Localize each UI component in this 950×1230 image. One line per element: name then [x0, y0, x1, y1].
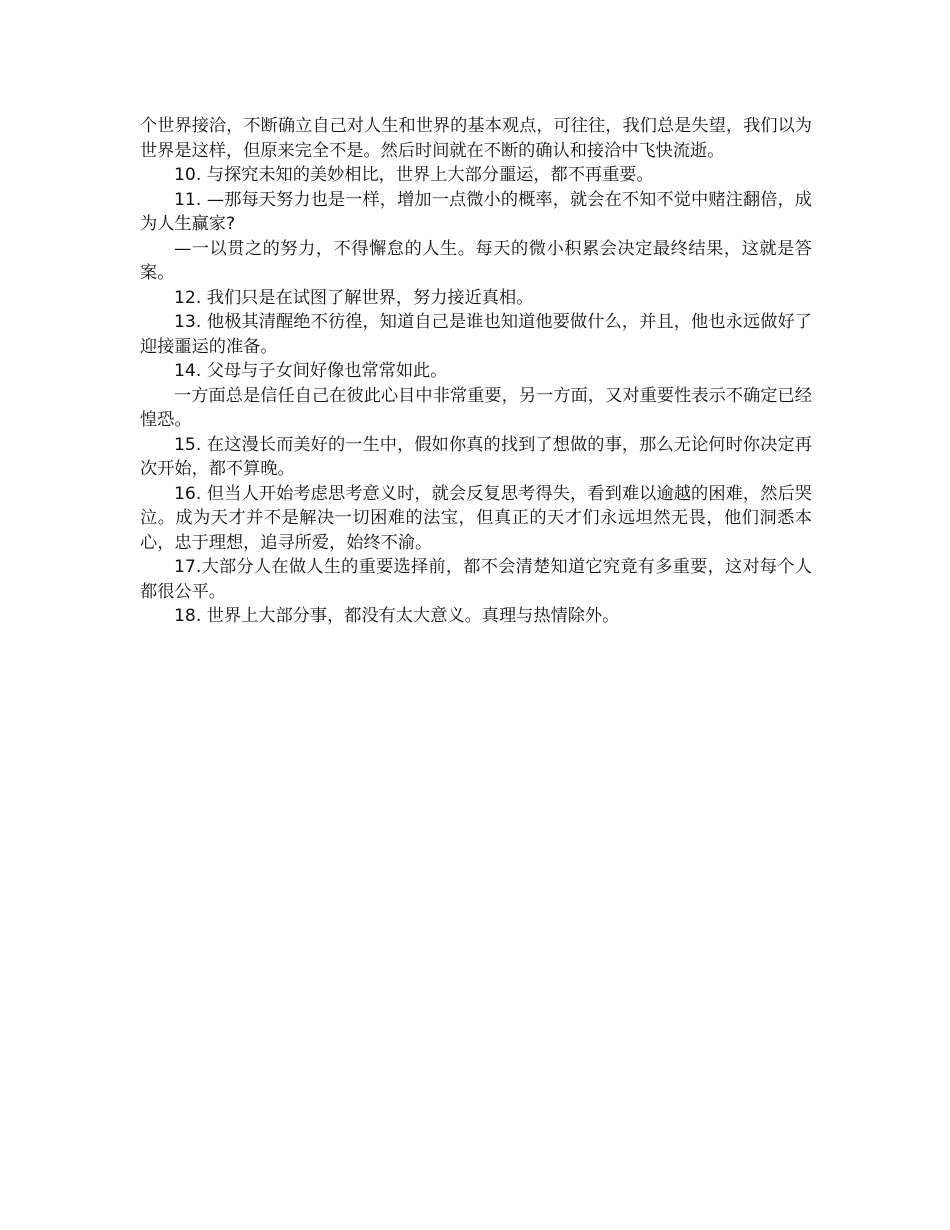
- paragraph-item-12: 12. 我们只是在试图了解世界，努力接近真相。: [174, 287, 534, 308]
- paragraph-item-18: 18. 世界上大部分事，都没有太大意义。真理与热情除外。: [174, 606, 620, 626]
- paragraph-item-11-answer: —一以贯之的努力，不得懈怠的人生。每天的微小积累会决定最终结果，这就是答案。: [140, 238, 812, 283]
- paragraph-item-16: 16. 但当人开始考虑思考意义时，就会反复思考得失，看到难以逾越的困难，然后哭泣。成为天才并不是解决一切困难的法宝，但真正的天才们永远坦然无畏，他们洞悉本心，忠于理想，追寻所爱，始终不渝。: [140, 483, 812, 553]
- paragraph-item-17: 17.大部分人在做人生的重要选择前，都不会清楚知道它究竟有多重要，这对每个人都很公平。: [140, 557, 812, 602]
- paragraph-continuation: 个世界接洽，不断确立自己对人生和世界的基本观点，可往往，我们总是失望，我们以为世界是这样，但原来完全不是。然后时间就在不断的确认和接洽中飞快流逝。: [140, 116, 812, 161]
- paragraph-item-14: 14. 父母与子女间好像也常常如此。: [174, 361, 448, 381]
- paragraph-item-13: 13. 他极其清醒绝不彷徨，知道自己是谁也知道他要做什么，并且，他也永远做好了迎接噩运的准备。: [140, 312, 812, 357]
- paragraph-item-15: 15. 在这漫长而美好的一生中，假如你真的找到了想做的事，那么无论何时你决定再次开始，都不算晚。: [140, 434, 812, 479]
- document-body: [140, 114, 812, 629]
- paragraph-item-10: 10. 与探究未知的美妙相比，世界上大部分噩运，都不再重要。: [174, 165, 654, 185]
- paragraph-item-11: 11. —那每天努力也是一样，增加一点微小的概率，就会在不知不觉中赌注翻倍，成为人生赢家?: [140, 189, 812, 234]
- paragraph-item-14-continued: 一方面总是信任自己在彼此心目中非常重要，另一方面，又对重要性表示不确定已经惶恐。: [140, 385, 812, 430]
